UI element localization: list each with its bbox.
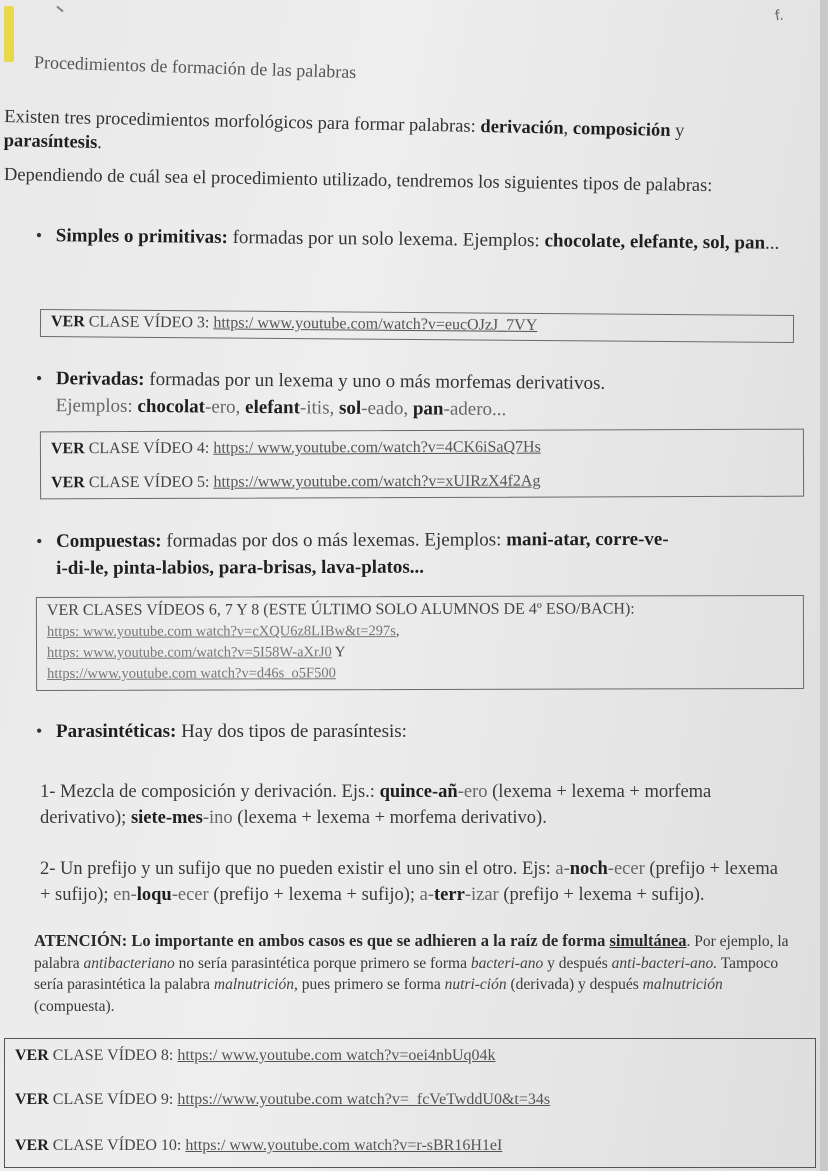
example-suffix: -eado, xyxy=(361,397,414,420)
ver-label: VER xyxy=(51,474,85,492)
link-tail: , xyxy=(395,623,400,640)
example-note: (lexema + lexema + morfema derivativo); xyxy=(40,782,712,828)
compuestas-label: Compuestas: xyxy=(56,530,162,552)
video-8-link[interactable]: https://www.youtube.com watch?v=d46s_o5F500 xyxy=(47,665,336,682)
attention-example: antibacteriano xyxy=(83,954,175,972)
video-label: CLASE VÍDEO 4: xyxy=(84,439,214,458)
example-lexeme: loqu xyxy=(136,885,172,905)
bullet-compuestas-text xyxy=(56,525,796,582)
simples-examples: chocolate, elefante, sol, pan xyxy=(544,230,766,254)
ver-label: VER xyxy=(50,313,85,331)
separator: y xyxy=(670,120,685,142)
parasinteticas-label: Parasintéticas: xyxy=(56,721,177,742)
video-link-row xyxy=(47,623,400,641)
attention-note xyxy=(34,930,804,1017)
attention-text: . Por ejemplo, la palabra xyxy=(34,933,789,972)
type2-intro: 2- Un prefijo y un sufijo que no pueden existir el uno sin el otro. Ejs: xyxy=(40,859,556,879)
example-prefix: a- xyxy=(419,885,435,905)
example-lexemes: quince-añ xyxy=(379,782,458,802)
example-note: (prefijo + lexema + sufijo); xyxy=(40,859,778,905)
ver-label: VER xyxy=(15,1091,49,1108)
term-composicion: composición xyxy=(572,118,671,141)
example-lexeme: terr xyxy=(434,885,465,905)
separator: , xyxy=(563,118,574,139)
example-suffix: -ecer xyxy=(607,859,645,879)
example-lexeme: elefant xyxy=(245,396,301,419)
video-5-link[interactable]: https://www.youtube.com/watch?v=xUIRzX4f2Ag xyxy=(213,472,541,491)
ver-label: VER xyxy=(50,440,85,458)
attention-text: Tampoco sería parasintética la palabra xyxy=(34,954,779,993)
example-lexeme: chocolat xyxy=(137,395,206,418)
attention-text: (derivada) y después xyxy=(506,976,643,993)
derivadas-desc: formadas por un lexema y uno o más morfemas derivativos. xyxy=(144,368,606,394)
type1-intro: 1- Mezcla de composición y derivación. Ejs.: xyxy=(40,782,380,802)
attention-underlined: simultánea xyxy=(609,931,687,950)
video-8-link[interactable]: https:/ www.youtube.com watch?v=oei4nbUq04k xyxy=(177,1047,496,1064)
video-box-heading: VER CLASES VÍDEOS 6, 7 Y 8 (ESTE ÚLTIMO SOLO ALUMNOS DE 4º ESO/BACH): xyxy=(46,600,635,619)
intro-text: Existen tres procedimientos morfológicos para formar palabras: xyxy=(4,107,481,137)
video-link-row xyxy=(15,1091,550,1109)
compuestas-examples-cont: i-di-le, pinta-labios, para-brisas, lava-platos... xyxy=(56,556,425,579)
example-suffix: -ecer xyxy=(171,885,209,905)
video-7-link[interactable]: https: www.youtube.com/watch?v=5I58W-aXrJ0 xyxy=(47,644,332,661)
parasintesis-type-2 xyxy=(40,856,790,908)
link-tail: Y xyxy=(331,644,346,661)
example-lexeme: pan xyxy=(412,398,444,420)
lead-paragraph: Dependiendo de cuál sea el procedimiento utilizado, tendremos los siguientes tipos de palabras: xyxy=(3,165,713,197)
compuestas-desc: formadas por dos o más lexemas. Ejemplos: xyxy=(161,529,507,552)
bullet-derivadas-text xyxy=(56,365,796,425)
ver-label: VER xyxy=(15,1047,49,1064)
simples-desc: formadas por un solo lexema. Ejemplos: xyxy=(227,227,545,252)
bullet-icon: • xyxy=(35,224,43,246)
video-link-row xyxy=(15,1047,496,1065)
attention-text: y después xyxy=(543,954,612,972)
video-9-link[interactable]: https://www.youtube.com watch?v=_fcVeTwddU0&t=34s xyxy=(177,1091,551,1108)
attention-example: anti-bacteri-ano. xyxy=(611,954,718,972)
video-label: CLASE VÍDEO 5: xyxy=(84,473,214,492)
period: . xyxy=(97,132,103,154)
handwritten-corner-mark: f. xyxy=(773,7,785,25)
attention-heading: ATENCIÓN: Lo importante en ambos casos es que se adhieren a la raíz de forma xyxy=(34,931,610,950)
bullet-icon: • xyxy=(35,367,43,389)
video-3-link[interactable]: https:/ www.youtube.com/watch?v=eucOJzJ_7VY xyxy=(213,314,538,334)
example-lexemes: siete-mes xyxy=(130,808,203,828)
ellipsis: ... xyxy=(764,232,780,254)
bullet-icon: • xyxy=(36,721,43,741)
attention-text: no sería parasintética porque primero se forma xyxy=(174,954,471,972)
video-link-row xyxy=(51,473,540,493)
bullet-icon: • xyxy=(36,530,43,551)
example-note: (prefijo + lexema + sufijo); xyxy=(208,885,420,905)
page-title: Procedimientos de formación de las palabras xyxy=(33,52,357,83)
example-lexeme: noch xyxy=(569,859,608,879)
parasinteticas-desc: Hay dos tipos de parasíntesis: xyxy=(176,721,407,742)
video-10-link[interactable]: https:/ www.youtube.com watch?v=r-sBR16H1eI xyxy=(185,1137,503,1154)
attention-example: nutri-ción xyxy=(444,976,507,993)
video-link-row xyxy=(15,1137,502,1155)
example-suffix: -izar xyxy=(464,885,499,905)
video-link-row xyxy=(51,439,541,459)
examples-label: Ejemplos: xyxy=(55,395,138,417)
attention-text: (compuesta). xyxy=(34,997,115,1015)
parasintesis-type-1 xyxy=(40,779,790,831)
example-note: (lexema + lexema + morfema derivativo). xyxy=(232,808,547,828)
term-derivacion: derivación xyxy=(480,116,564,139)
example-prefix: a- xyxy=(555,859,570,879)
example-prefix: en- xyxy=(113,885,137,905)
derivadas-label: Derivadas: xyxy=(55,368,145,390)
simples-label: Simples o primitivas: xyxy=(55,225,229,249)
video-label: CLASE VÍDEO 10: xyxy=(48,1137,186,1154)
video-box-8-9-10 xyxy=(4,1038,816,1168)
video-label: CLASE VÍDEO 9: xyxy=(48,1091,178,1108)
video-label: CLASE VÍDEO 3: xyxy=(84,313,214,332)
video-link-row xyxy=(51,313,537,335)
video-box-6-7-8 xyxy=(36,595,804,691)
example-lexeme: sol xyxy=(338,397,362,419)
bullet-parasinteticas-text xyxy=(56,718,796,745)
example-suffix: -ino xyxy=(202,808,233,828)
video-4-link[interactable]: https:/ www.youtube.com/watch?v=4CK6iSaQ7Hs xyxy=(213,438,541,457)
video-6-link[interactable]: https: www.youtube.com watch?v=cXQU6z8LIBw&t=297s xyxy=(46,623,396,640)
attention-example: malnutrición xyxy=(213,976,294,993)
example-suffix: -ero xyxy=(457,782,488,802)
video-box-3 xyxy=(40,309,794,343)
video-link-row xyxy=(47,644,345,662)
attention-example: malnutrición xyxy=(642,976,723,993)
example-suffix: -adero... xyxy=(443,398,507,421)
term-parasintesis: parasíntesis xyxy=(3,130,98,153)
attention-text: , pues primero se forma xyxy=(293,976,445,993)
example-suffix: -ero, xyxy=(204,396,246,418)
video-link-row xyxy=(47,665,336,683)
compuestas-examples: mani-atar, corre-ve- xyxy=(506,528,669,551)
page-edge xyxy=(820,0,828,1171)
ver-label: VER xyxy=(15,1137,49,1154)
video-box-4-5 xyxy=(40,429,804,500)
video-label: CLASE VÍDEO 8: xyxy=(48,1047,178,1064)
example-note: (prefijo + lexema + sufijo). xyxy=(498,885,705,905)
yellow-highlight-mark xyxy=(4,6,14,62)
attention-example: bacteri-ano xyxy=(470,954,544,972)
example-suffix: -itis, xyxy=(299,397,340,419)
